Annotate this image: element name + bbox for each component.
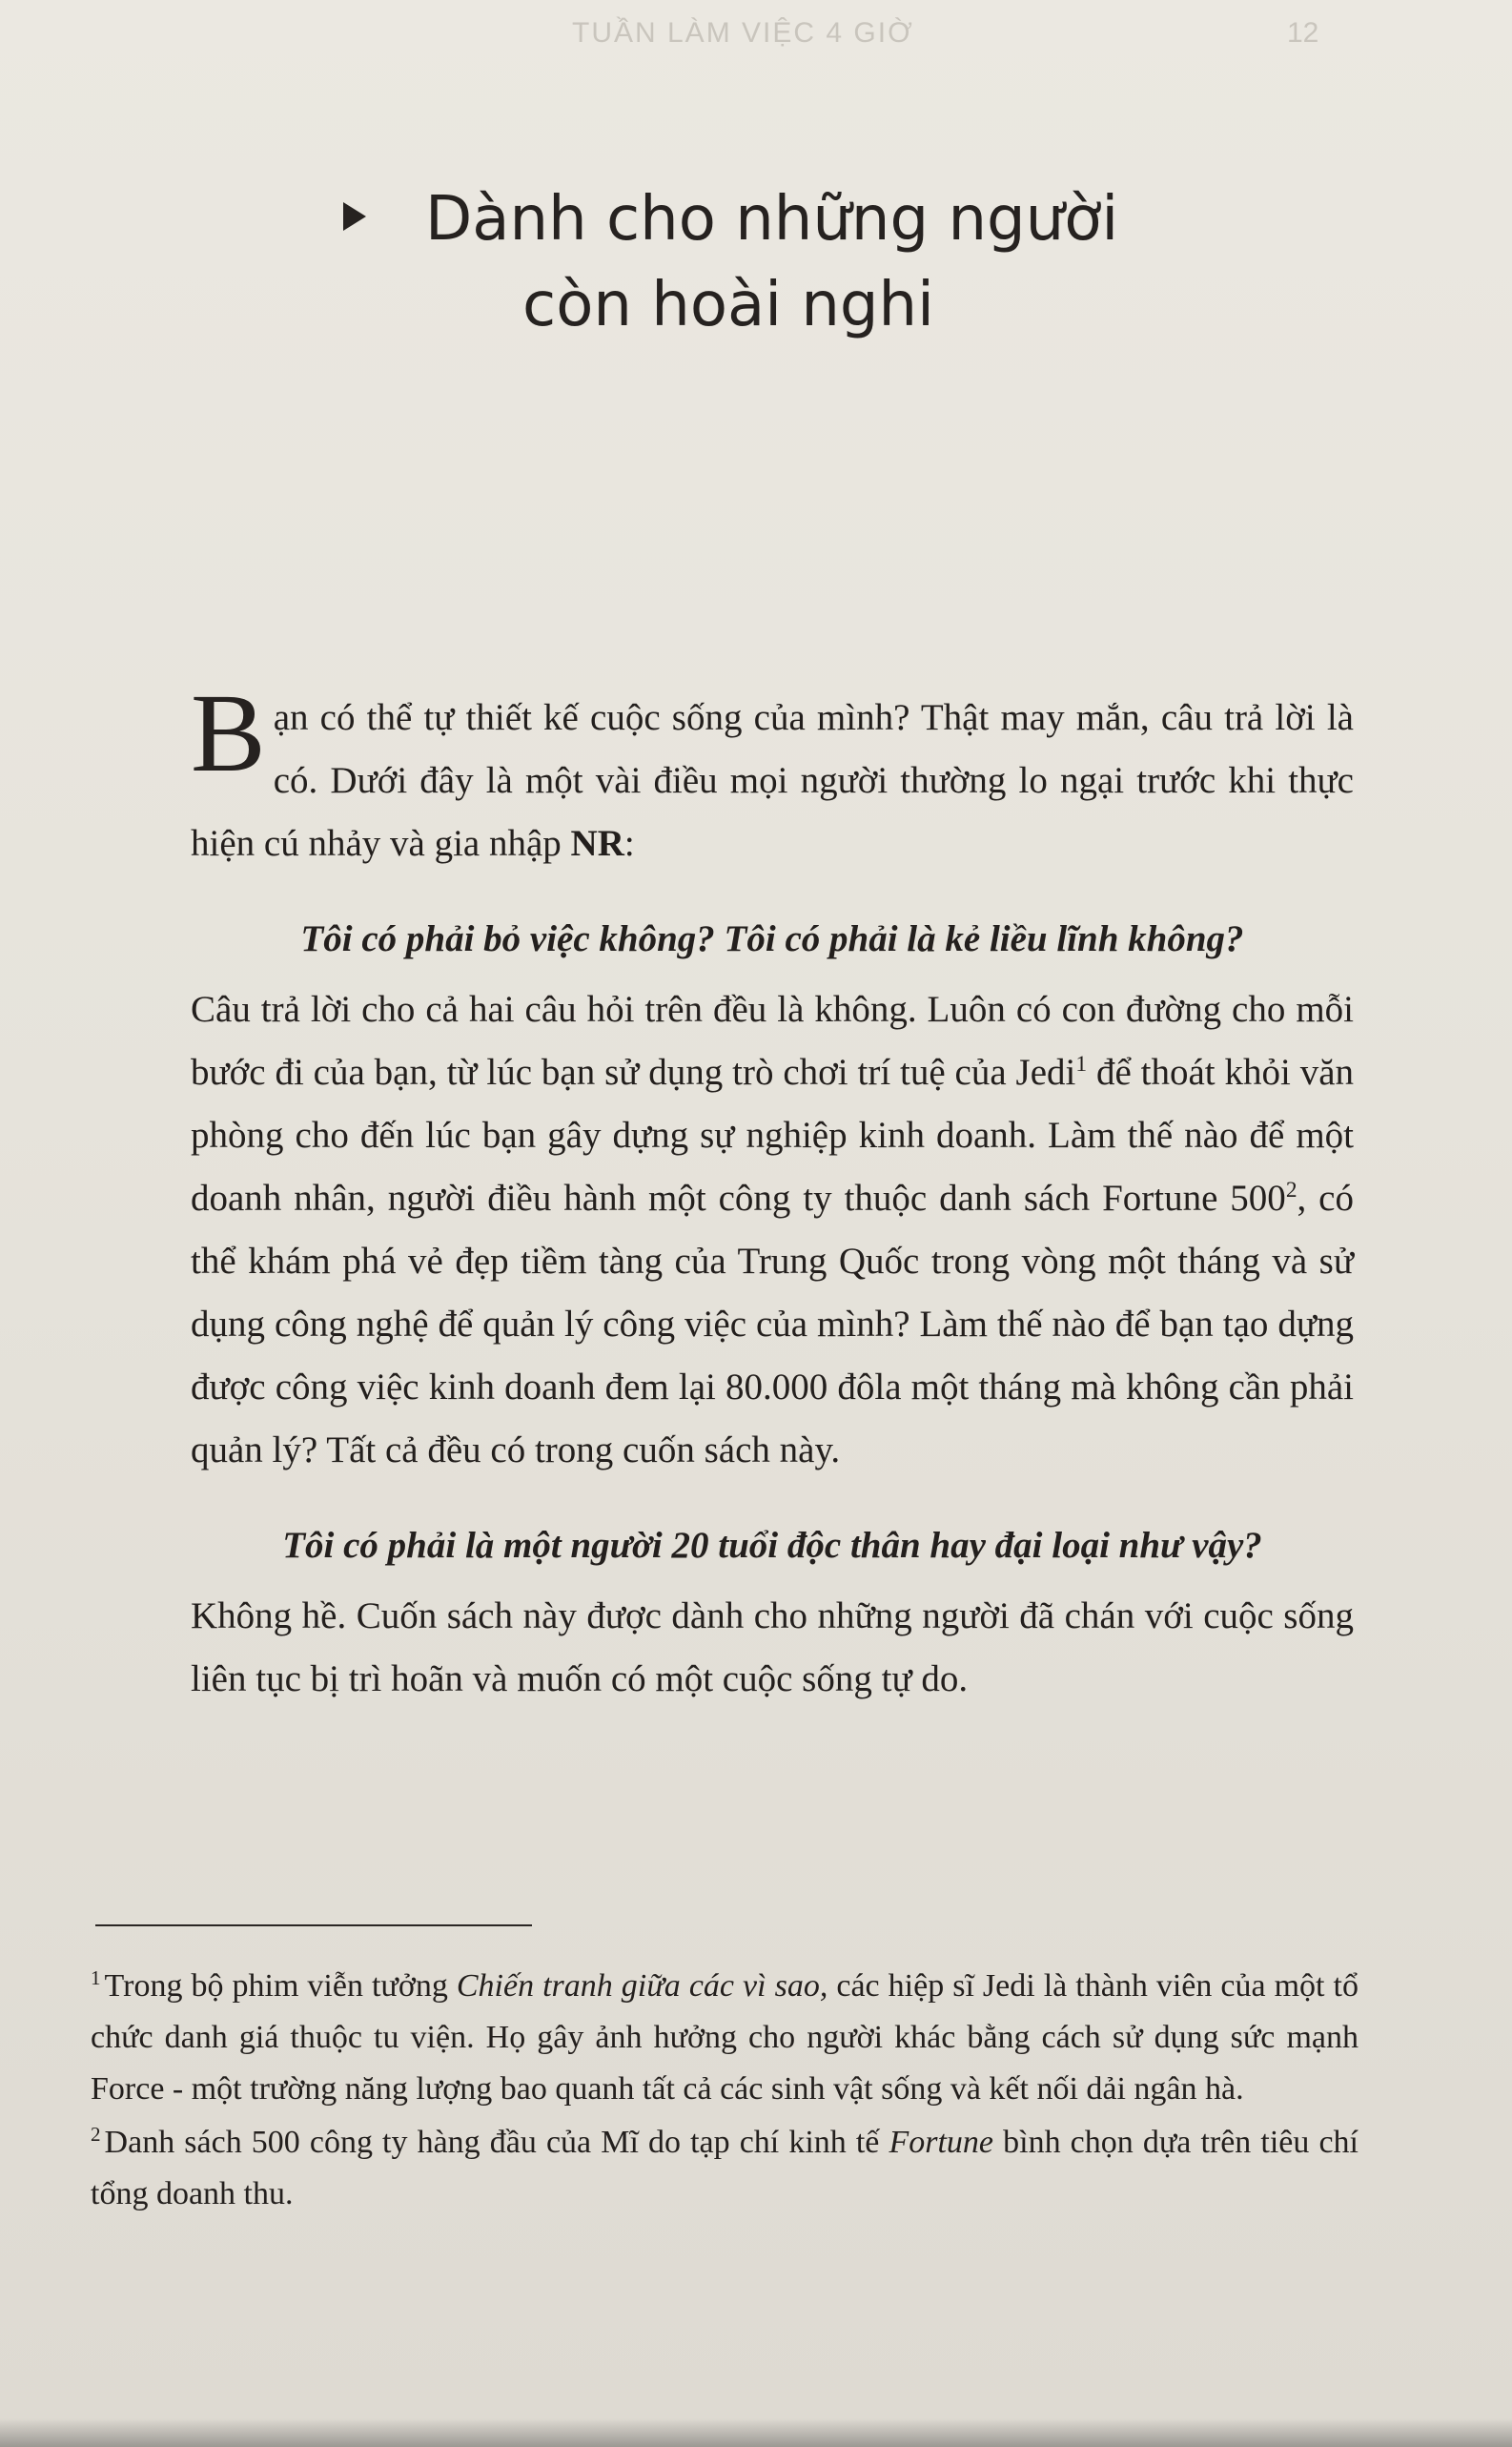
section-title-line1: Dành cho những người <box>425 184 1119 255</box>
footnote-1-text-a: Trong bộ phim viễn tưởng <box>104 1968 457 2004</box>
question-1: Tôi có phải bỏ việc không? Tôi có phải là kẻ liều lĩnh không? <box>300 918 1244 959</box>
footnote-2-number: 2 <box>91 2122 101 2146</box>
answer-1-part3: , có thể khám phá vẻ đẹp tiềm tàng của Trung Quốc trong vòng một tháng và sử dụng công nghệ để quản lý công việc của mình? Làm thế nào để bạn tạo dựng được công việc kinh doanh đem lại 80.000 đôla một tháng mà không cần phải quản lý? Tất cả đều có trong cuốn sách này. <box>191 1178 1354 1470</box>
intro-bold-term: NR <box>570 823 624 864</box>
footnote-2 <box>91 2117 1359 2220</box>
footnote-1-number: 1 <box>91 1965 101 1989</box>
footnote-1-italic: Chiến tranh giữa các vì sao, <box>456 1968 828 2004</box>
drop-cap: B <box>191 670 266 795</box>
page-number: 12 <box>1287 17 1319 49</box>
running-title: TUẦN LÀM VIỆC 4 GIỜ <box>572 17 914 49</box>
intro-text: ạn có thể tự thiết kế cuộc sống của mình? Thật may mắn, câu trả lời là có. Dưới đây là một vài điều mọi người thường lo ngại trước khi thực hiện cú nhảy và gia nhập <box>191 697 1354 864</box>
triangle-bullet-icon <box>343 202 366 231</box>
footnote-1 <box>91 1961 1359 2115</box>
footnote-2-italic: Fortune <box>889 2125 994 2160</box>
intro-end: : <box>623 823 635 864</box>
question-2: Tôi có phải là một người 20 tuổi độc thân hay đại loại như vậy? <box>282 1525 1262 1566</box>
footnote-2-text-a: Danh sách 500 công ty hàng đầu của Mĩ do tạp chí kinh tế <box>104 2125 889 2160</box>
answer-2: Không hề. Cuốn sách này được dành cho những người đã chán với cuộc sống liên tục bị trì hoãn và muốn có một cuộc sống tự do. <box>191 1595 1354 1699</box>
body-text <box>191 670 1355 1711</box>
footnote-1-text-b: các hiệp sĩ Jedi là thành viên của một tổ chức danh giá thuộc tu viện. Họ gây ảnh hưởng cho người khác bằng cách sử dụng sức mạnh Force - một trường năng lượng bao quanh tất cả các sinh vật sống và kết nối dải ngân hà. <box>91 1968 1359 2107</box>
answer-1 <box>191 978 1354 1482</box>
page-edge-shadow <box>0 2418 1512 2447</box>
answer-1-part2: để thoát khỏi văn phòng cho đến lúc bạn gây dựng sự nghiệp kinh doanh. Làm thế nào để một doanh nhân, người điều hành một công ty thuộc danh sách Fortune 500 <box>191 1052 1355 1219</box>
footnote-ref-1: 1 <box>1075 1052 1088 1077</box>
footnote-2-text-b: bình chọn dựa trên tiêu chí tổng doanh thu. <box>91 2125 1359 2211</box>
section-title-line2: còn hoài nghi <box>522 270 934 340</box>
answer-1-part1: Câu trả lời cho cả hai câu hỏi trên đều là không. Luôn có con đường cho mỗi bước đi của bạn, từ lúc bạn sử dụng trò chơi trí tuệ của Jedi <box>191 989 1354 1093</box>
footnote-ref-2: 2 <box>1285 1178 1297 1203</box>
intro-paragraph <box>191 670 1354 875</box>
footnote-divider <box>95 1924 532 1926</box>
footnotes <box>91 1961 1359 2220</box>
